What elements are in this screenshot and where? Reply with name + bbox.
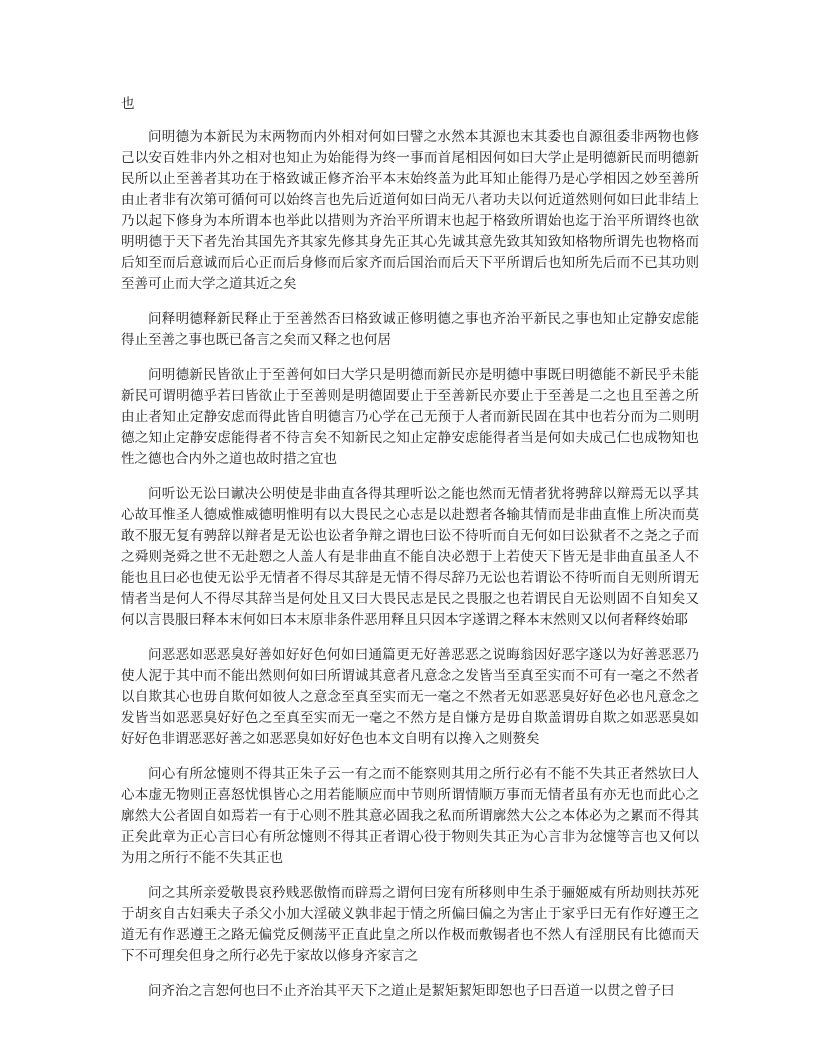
paragraph-1: 问明德为本新民为末两物而内外相对何如曰譬之水然本其源也末其委也自源徂委非两物也修己以安百姓非内外之相对也知止为始能得为终一事而首尾相因何如曰大学止是明德新民而明德新民所以止至善者其功在于格致诚正修齐治平本末始终盖为此耳知止能得乃是心学相因之妙至善所由止者非有次第可循何可以始终言也先后近道何如曰尚无八者功夫以何近道然则何如曰此非结上乃以起下修身为本所谓本也举此以措则为齐治平所谓末也起于格致所谓始也迄于治平所谓终也欲明明德于天下者先治其国先齐其家先修其身先正其心先诚其意先致其知致知格物所谓先也物格而后知至而后意诚而后心正而后身修而后家齐而后国治而后天下平所谓后也知所先后而不已其功则至善可止而大学之道其近之矣 — [121, 129, 699, 292]
paragraph-2: 问释明德释新民释止于至善然否曰格致诚正修明德之事也齐治平新民之事也知止定静安虑能得止至善之事也既已备言之矣而又释之也何居 — [121, 311, 699, 348]
document-body — [121, 94, 699, 1016]
paragraph-6: 问心有所忿懥则不得其正朱子云一有之而不能察则其用之所行必有不能不失其正者然欤曰人心本虚无物则正喜怒忧惧皆心之用若能顺应而中节则所谓情顺万事而无情者虽有亦无也而此心之廓然大公者固自如焉若一有于心则不胜其意必固我之私而所谓廓然大公之本体必为之累而不得其正矣此章为正心言曰心有所忿懥则不得其正者谓心役于物则失其正为心言非为忿懥等言也又何以为用之所行不能不失其正也 — [121, 766, 699, 866]
paragraph-8: 问齐治之言恕何也曰不止齐治其平天下之道止是絜矩絜矩即恕也子曰吾道一以贯之曾子曰 — [148, 983, 675, 999]
paragraph-7: 问之其所亲爱敬畏哀矜贱恶傲惰而辟焉之谓何曰宠有所移则申生杀于骊姬威有所劫则扶苏死于胡亥自古妇乘夫子杀父小加大淫破义孰非起于情之所偏曰偏之为害止于家乎曰无有作好遵王之道无有作恶遵王之路无偏党反侧荡平正直此皇之所以作极而敷锡者也不然人有淫朋民有比德而天下不可理矣但身之所行必先于家故以修身齐家言之 — [121, 885, 699, 964]
paragraph-4: 问听讼无讼曰谳决公明使是非曲直各得其理听讼之能也然而无情者犹将骋辞以辩焉无以孚其心故耳惟圣人德威惟威德明惟明有以大畏民之心志是以赴愬者各输其情而是非曲直惟上所决而莫敢不服无复有骋辞以辩者是无讼也讼者争辩之谓也曰讼不待听而自无何如曰讼狱者不之尧之子而之舜则尧舜之世不无赴愬之人盖人有是非曲直不能自决必愬于上若使天下皆无是非曲直虽圣人不能也且曰必也使无讼乎无情者不得尽其辞是无情不得尽辞乃无讼也若谓讼不待听而自无则所谓无情者当是何人不得尽其辞当是何处且又曰大畏民志是民之畏服之也若谓民自无讼则固不自知矣又何以言畏服曰释本末何如曰本末原非条件恶用释且只因本字遂谓之释本末然则又以何者释终始耶 — [121, 486, 699, 628]
paragraph-3: 问明德新民皆欲止于至善何如曰大学只是明德而新民亦是明德中事既曰明德能不新民乎未能新民可谓明德乎若曰皆欲止于至善则是明德固要止于至善新民亦要止于至善是二之也且至善之所由止者知止定静安虑而得此皆自明德言乃心学在己无预于人者而新民固在其中也若分而为二则明德之知止定静安虑能得者不待言矣不知新民之知止定静安虑能得者当是何如夫成己仁也成物知也性之德也合内外之道也故时措之宜也 — [121, 367, 699, 467]
paragraph-5: 问恶恶如恶恶臭好善如好好色何如曰通篇更无好善恶恶之说晦翁因好恶字遂以为好善恶恶乃使人泥于其中而不能出然则何如曰所谓诚其意者凡意念之发皆当至真至实而不可有一毫之不然者以自欺其心也毋自欺何如彼人之意念至真至实而无一毫之不然者无如恶恶臭好好色必也凡意念之发皆当如恶恶臭好好色之至真至实而无一毫之不然方是自慊方是毋自欺盖谓毋自欺之如恶恶臭如好好色非谓恶恶好善之如恶恶臭如好好色也本文自明有以搀入之则赘矣 — [121, 647, 699, 747]
continuation-fragment: 也 — [121, 96, 135, 112]
